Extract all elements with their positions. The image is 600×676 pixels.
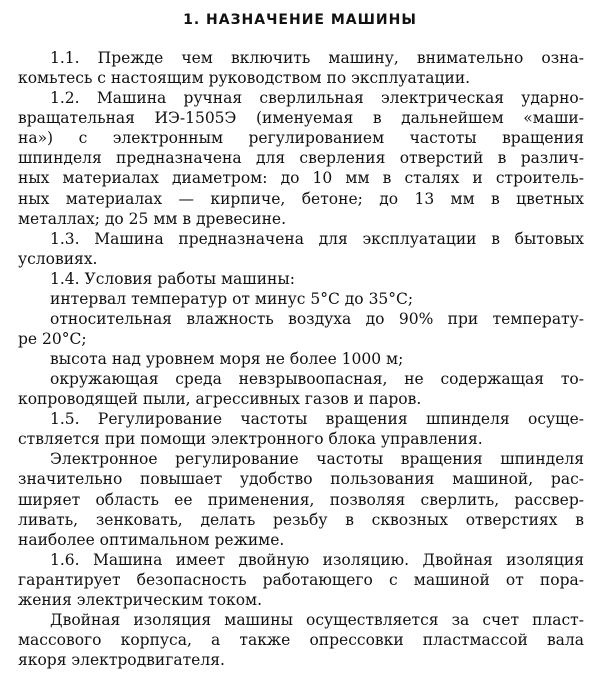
text-line: относительная влажность воздуха до 90% при температу-: [50, 309, 584, 328]
text-line: якоря электродвигателя.: [18, 651, 225, 669]
text-line: на») с электронным регулированием частоты вращения: [18, 129, 584, 148]
text-line: значительно повышает удобство пользования машиной, рас-: [18, 470, 584, 489]
text-line: 1.2. Машина ручная сверлильная электрическая ударно-: [50, 89, 584, 108]
text-line: ширяет область ее применения, позволяя сверлить, рассвер-: [18, 490, 584, 509]
text-line: вращательная ИЭ-1505Э (именуемая в дальнейшем «маши-: [18, 109, 584, 128]
text-line: шпинделя предназначена для сверления отверстий в различ-: [18, 149, 584, 168]
text-line: ствляется при помощи электронного блока управления.: [18, 430, 483, 449]
text-line: 1.4. Условия работы машины:: [50, 269, 295, 288]
text-line: высота над уровнем моря не более 1000 м;: [50, 350, 404, 368]
text-line: ливать, зенковать, делать резьбу в сквозных отверстиях в: [18, 510, 584, 529]
text-line: гарантирует безопасность работающего с машиной от пора-: [18, 570, 584, 589]
text-line: Двойная изоляция машины осуществляется за счет пласт-: [50, 610, 584, 629]
text-line: 1.5. Регулирование частоты вращения шпинделя осуще-: [50, 410, 584, 429]
text-line: наиболее оптимальном режиме.: [18, 530, 285, 549]
text-line: Электронное регулирование частоты вращения шпинделя: [50, 450, 584, 469]
text-line: жения электрическим током.: [18, 590, 263, 609]
text-line: копроводящей пыли, агрессивных газов и паров.: [18, 390, 422, 409]
text-line: интервал температур от минус 5°С до 35°С;: [50, 289, 414, 308]
text-line: 1.1. Прежде чем включить машину, внимательно озна-: [50, 49, 584, 67]
text-line: массового корпуса, а также опрессовки пластмассой вала: [18, 630, 584, 649]
text-line: окружающая среда невзрывоопасная, не содержащая то-: [50, 370, 584, 389]
text-line: 1.3. Машина предназначена для эксплуатации в бытовых: [50, 229, 584, 248]
section-title: 1. НАЗНАЧЕНИЕ МАШИНЫ: [183, 12, 417, 28]
text-line: ных материалах — кирпиче, бетоне; до 13 мм в цветных: [18, 189, 584, 208]
text-line: 1.6. Машина имеет двойную изоляцию. Двойная изоляция: [50, 550, 584, 569]
text-line: ных материалах диаметром: до 10 мм в сталях и строитель-: [18, 169, 584, 188]
text-line: металлах; до 25 мм в древесине.: [18, 209, 286, 228]
text-line: ре 20°С;: [18, 329, 87, 348]
text-line: условиях.: [18, 249, 98, 268]
text-line: комьтесь с настоящим руководством по эксплуатации.: [18, 69, 471, 88]
